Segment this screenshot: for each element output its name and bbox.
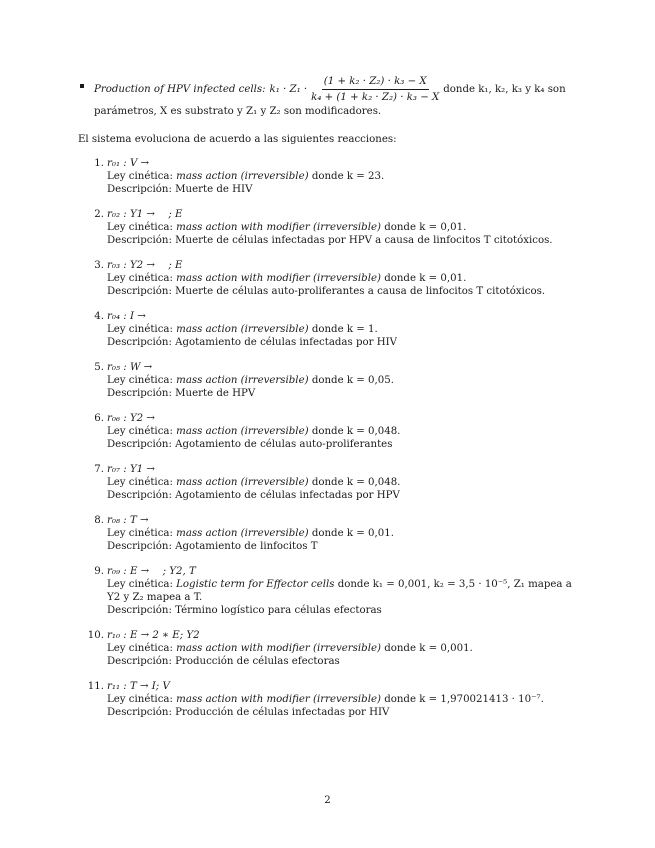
description-text: Producción de células infectadas por HIV xyxy=(175,707,390,718)
reaction-equation: r₀₁ : V → xyxy=(107,158,150,169)
reaction-description xyxy=(107,285,588,298)
reaction-description xyxy=(107,336,588,349)
reaction-item xyxy=(88,680,588,719)
kinetic-law-params: donde k = 1. xyxy=(311,324,378,335)
kinetic-law-name: mass action (irreversible) xyxy=(176,324,309,335)
reaction-item xyxy=(88,412,588,451)
reaction-kinetic-law xyxy=(107,578,588,604)
description-label: Descripción: xyxy=(107,490,172,501)
reaction-number: 9. xyxy=(94,566,104,577)
kinetic-law-label: Ley cinética: xyxy=(107,273,173,284)
reaction-item xyxy=(88,310,588,349)
reaction-equation: r₀₅ : W → xyxy=(107,362,153,373)
reaction-item xyxy=(88,514,588,553)
kinetic-law-label: Ley cinética: xyxy=(107,528,173,539)
reaction-equation: r₀₂ : Y1 → ; E xyxy=(107,209,183,220)
reaction-equation: r₀₄ : I → xyxy=(107,311,146,322)
reaction-equation: r₀₃ : Y2 → ; E xyxy=(107,260,183,271)
bullet-continuation: parámetros, X es substrato y Z₁ y Z₂ son modificadores. xyxy=(94,106,382,117)
formula-prefix: k₁ · Z₁ · xyxy=(269,84,308,95)
reaction-kinetic-law xyxy=(107,693,588,706)
kinetic-law-params: donde k₁ = 0,001, k₂ = 3,5 · 10⁻⁵, Z₁ mapea a xyxy=(337,579,572,590)
reaction-description xyxy=(107,706,588,719)
reaction-number: 8. xyxy=(94,515,104,526)
kinetic-law-name: mass action (irreversible) xyxy=(176,528,309,539)
kinetic-law-name: mass action with modifier (irreversible) xyxy=(176,222,381,233)
reaction-item xyxy=(88,361,588,400)
reaction-number: 3. xyxy=(94,260,104,271)
kinetic-law-params: donde k = 1,970021413 · 10⁻⁷. xyxy=(384,694,544,705)
description-text: Agotamiento de células infectadas por HIV xyxy=(175,337,398,348)
description-text: Muerte de HPV xyxy=(175,388,256,399)
reaction-description xyxy=(107,540,588,553)
reaction-item xyxy=(88,259,588,298)
reaction-kinetic-law xyxy=(107,374,588,387)
description-text: Agotamiento de linfocitos T xyxy=(175,541,318,552)
reaction-item xyxy=(88,157,588,196)
reaction-number: 1. xyxy=(94,158,104,169)
kinetic-law-params: donde k = 0,01. xyxy=(311,528,394,539)
description-text: Muerte de células infectadas por HPV a causa de linfocitos T citotóxicos. xyxy=(175,235,553,246)
kinetic-law-label: Ley cinética: xyxy=(107,324,173,335)
reaction-number: 10. xyxy=(87,630,104,641)
reaction-number: 6. xyxy=(94,413,104,424)
reaction-description xyxy=(107,183,588,196)
reaction-description xyxy=(107,655,588,668)
formula-suffix: donde k₁, k₂, k₃ y k₄ son xyxy=(443,84,566,95)
reaction-description xyxy=(107,438,588,451)
description-label: Descripción: xyxy=(107,286,172,297)
reaction-kinetic-law xyxy=(107,221,588,234)
kinetic-law-params: donde k = 0,048. xyxy=(311,477,401,488)
reaction-kinetic-law xyxy=(107,170,588,183)
reaction-number: 2. xyxy=(94,209,104,220)
reaction-item xyxy=(88,629,588,668)
formula-denominator: k₄ + (1 + k₂ · Z₂) · k₃ − X xyxy=(311,92,440,103)
kinetic-law-name: mass action (irreversible) xyxy=(176,426,309,437)
kinetic-law-label: Ley cinética: xyxy=(107,171,173,182)
reaction-equation: r₁₁ : T → I; V xyxy=(107,681,170,692)
reaction-item xyxy=(88,565,588,617)
kinetic-law-label: Ley cinética: xyxy=(107,426,173,437)
kinetic-law-name: mass action (irreversible) xyxy=(176,375,309,386)
kinetic-law-params: donde k = 0,048. xyxy=(311,426,401,437)
reactions-intro: El sistema evoluciona de acuerdo a las siguientes reacciones: xyxy=(78,134,397,145)
kinetic-law-label: Ley cinética: xyxy=(107,643,173,654)
reaction-number: 7. xyxy=(94,464,104,475)
kinetic-law-label: Ley cinética: xyxy=(107,694,173,705)
description-text: Producción de células efectoras xyxy=(175,656,340,667)
reaction-number: 11. xyxy=(87,681,104,692)
kinetic-law-params-extra: Y2 y Z₂ mapea a T. xyxy=(107,592,203,603)
reaction-kinetic-law xyxy=(107,527,588,540)
kinetic-law-params: donde k = 0,01. xyxy=(384,222,467,233)
reaction-list xyxy=(88,157,588,731)
page-number: 2 xyxy=(324,795,331,806)
description-label: Descripción: xyxy=(107,656,172,667)
kinetic-law-name: mass action with modifier (irreversible) xyxy=(176,643,381,654)
kinetic-law-name: mass action (irreversible) xyxy=(176,477,309,488)
formula-numerator: (1 + k₂ · Z₂) · k₃ − X xyxy=(322,75,429,90)
kinetic-law-name: mass action with modifier (irreversible) xyxy=(176,273,381,284)
reaction-number: 4. xyxy=(94,311,104,322)
reaction-equation: r₀₈ : T → xyxy=(107,515,149,526)
description-label: Descripción: xyxy=(107,439,172,450)
kinetic-law-label: Ley cinética: xyxy=(107,579,173,590)
kinetic-law-name: Logistic term for Effector cells xyxy=(176,579,335,590)
reaction-kinetic-law xyxy=(107,323,588,336)
reaction-number: 5. xyxy=(94,362,104,373)
description-label: Descripción: xyxy=(107,337,172,348)
reaction-description xyxy=(107,604,588,617)
reaction-kinetic-law xyxy=(107,476,588,489)
reaction-equation: r₀₆ : Y2 → xyxy=(107,413,155,424)
reaction-description xyxy=(107,234,588,247)
bullet-marker xyxy=(80,84,84,88)
reaction-kinetic-law xyxy=(107,272,588,285)
reaction-equation: r₀₇ : Y1 → xyxy=(107,464,155,475)
description-label: Descripción: xyxy=(107,235,172,246)
kinetic-law-params: donde k = 0,001. xyxy=(384,643,473,654)
formula-fraction xyxy=(311,75,439,104)
description-label: Descripción: xyxy=(107,184,172,195)
kinetic-law-label: Ley cinética: xyxy=(107,477,173,488)
kinetic-law-params: donde k = 23. xyxy=(311,171,385,182)
description-label: Descripción: xyxy=(107,605,172,616)
description-text: Agotamiento de células auto-proliferantes xyxy=(175,439,393,450)
kinetic-law-params: donde k = 0,01. xyxy=(384,273,467,284)
description-text: Muerte de células auto-proliferantes a causa de linfocitos T citotóxicos. xyxy=(175,286,546,297)
kinetic-law-label: Ley cinética: xyxy=(107,222,173,233)
kinetic-law-params: donde k = 0,05. xyxy=(311,375,394,386)
kinetic-law-label: Ley cinética: xyxy=(107,375,173,386)
description-text: Agotamiento de células infectadas por HPV xyxy=(175,490,400,501)
description-text: Término logístico para células efectoras xyxy=(175,605,382,616)
description-label: Descripción: xyxy=(107,388,172,399)
reaction-equation: r₁₀ : E → 2 ∗ E; Y2 xyxy=(107,630,200,641)
description-label: Descripción: xyxy=(107,541,172,552)
reaction-description xyxy=(107,387,588,400)
reaction-kinetic-law xyxy=(107,642,588,655)
bullet-item-hpv-production xyxy=(94,75,584,118)
kinetic-law-name: mass action with modifier (irreversible) xyxy=(176,694,381,705)
bullet-label: Production of HPV infected cells: xyxy=(94,84,266,95)
reaction-kinetic-law xyxy=(107,425,588,438)
reaction-description xyxy=(107,489,588,502)
description-label: Descripción: xyxy=(107,707,172,718)
kinetic-law-name: mass action (irreversible) xyxy=(176,171,309,182)
reaction-equation: r₀₉ : E → ; Y2, T xyxy=(107,566,196,577)
description-text: Muerte de HIV xyxy=(175,184,253,195)
reaction-item xyxy=(88,463,588,502)
reaction-item xyxy=(88,208,588,247)
